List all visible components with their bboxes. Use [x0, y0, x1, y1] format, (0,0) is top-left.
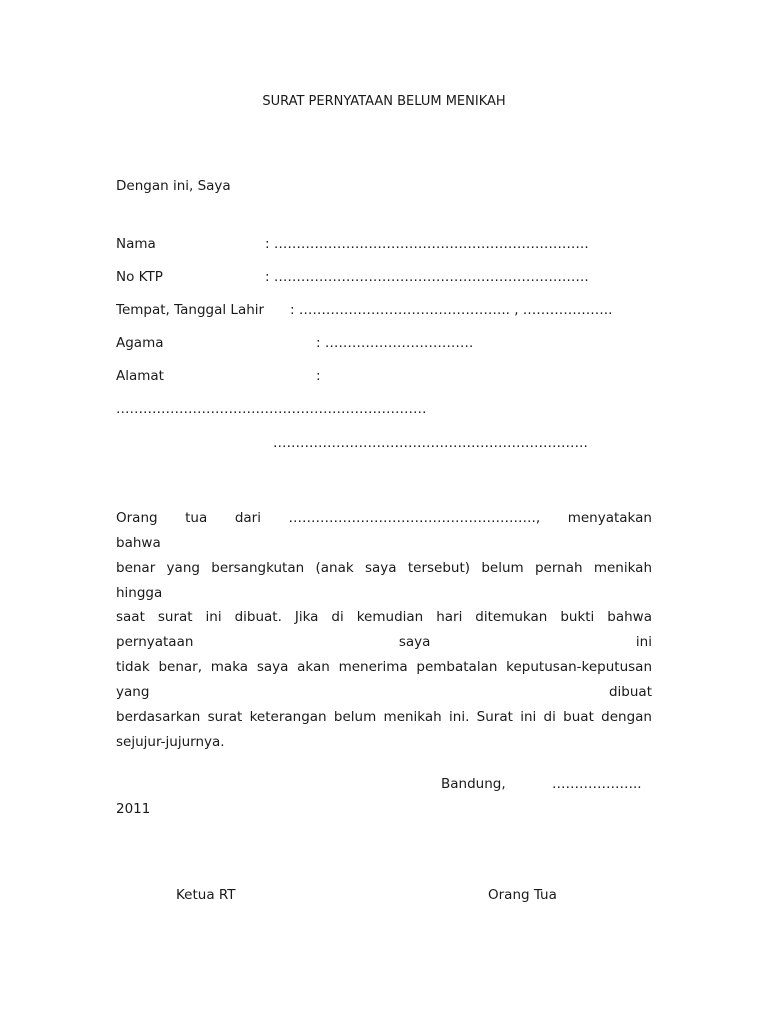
closing-year: 2011: [116, 801, 151, 817]
body-line-9: [116, 709, 652, 725]
body-line-4: hingga: [116, 585, 163, 601]
body-text: benar yang bersangkutan (anak saya tersebut) belum pernah menikah: [116, 560, 652, 576]
field-label-no-ktp: No KTP: [116, 269, 163, 285]
body-text: saat surat ini dibuat. Jika di kemudian hari ditemukan bukti bahwa: [116, 609, 652, 625]
body-word: ……………………………………………….,: [288, 510, 541, 526]
body-text: tidak benar, maka saya akan menerima pembatalan keputusan-keputusan: [116, 659, 652, 675]
body-word: menyatakan: [567, 510, 652, 526]
alamat-dotted-line-2: …………………………………………………………….: [273, 435, 588, 451]
body-word: Orang: [116, 510, 158, 526]
field-label-alamat: Alamat: [116, 368, 164, 384]
body-word: ini: [635, 634, 652, 650]
body-word: dibuat: [608, 684, 652, 700]
intro-text: Dengan ini, Saya: [116, 178, 231, 194]
body-word: yang: [116, 684, 150, 700]
body-line-3: [116, 560, 652, 576]
body-line-2: bahwa: [116, 535, 161, 551]
body-word: dari: [234, 510, 261, 526]
field-value-no-ktp: : …………………………………………………………….: [265, 269, 589, 285]
signature-label-ketua-rt: Ketua RT: [176, 887, 236, 903]
body-line-8: [116, 684, 652, 700]
field-label-agama: Agama: [116, 335, 164, 351]
closing-date-dots: ………………..: [552, 776, 642, 792]
field-value-alamat: :: [316, 368, 321, 384]
body-word: tua: [185, 510, 208, 526]
field-value-agama: : ……………………………: [316, 335, 474, 351]
body-line-6: [116, 634, 652, 650]
body-word: pernyataan: [116, 634, 194, 650]
body-word: saya: [398, 634, 431, 650]
body-text: berdasarkan surat keterangan belum menikah ini. Surat ini di buat dengan: [116, 709, 652, 725]
field-label-ttl: Tempat, Tanggal Lahir: [116, 302, 265, 318]
body-line-1: [116, 510, 652, 526]
alamat-dotted-line-1: ……………………………………………………………: [116, 401, 427, 417]
field-value-nama: : …………………………………………………………….: [265, 236, 589, 252]
field-value-ttl: : ……………………………………….. , ………………..: [290, 302, 613, 318]
body-line-5: [116, 609, 652, 625]
body-line-10: sejujur-jujurnya.: [116, 734, 225, 750]
signature-label-orang-tua: Orang Tua: [488, 887, 557, 903]
field-label-nama: Nama: [116, 236, 156, 252]
closing-city: Bandung,: [441, 776, 506, 792]
document-title: SURAT PERNYATAAN BELUM MENIKAH: [262, 94, 506, 109]
body-line-7: [116, 659, 652, 675]
